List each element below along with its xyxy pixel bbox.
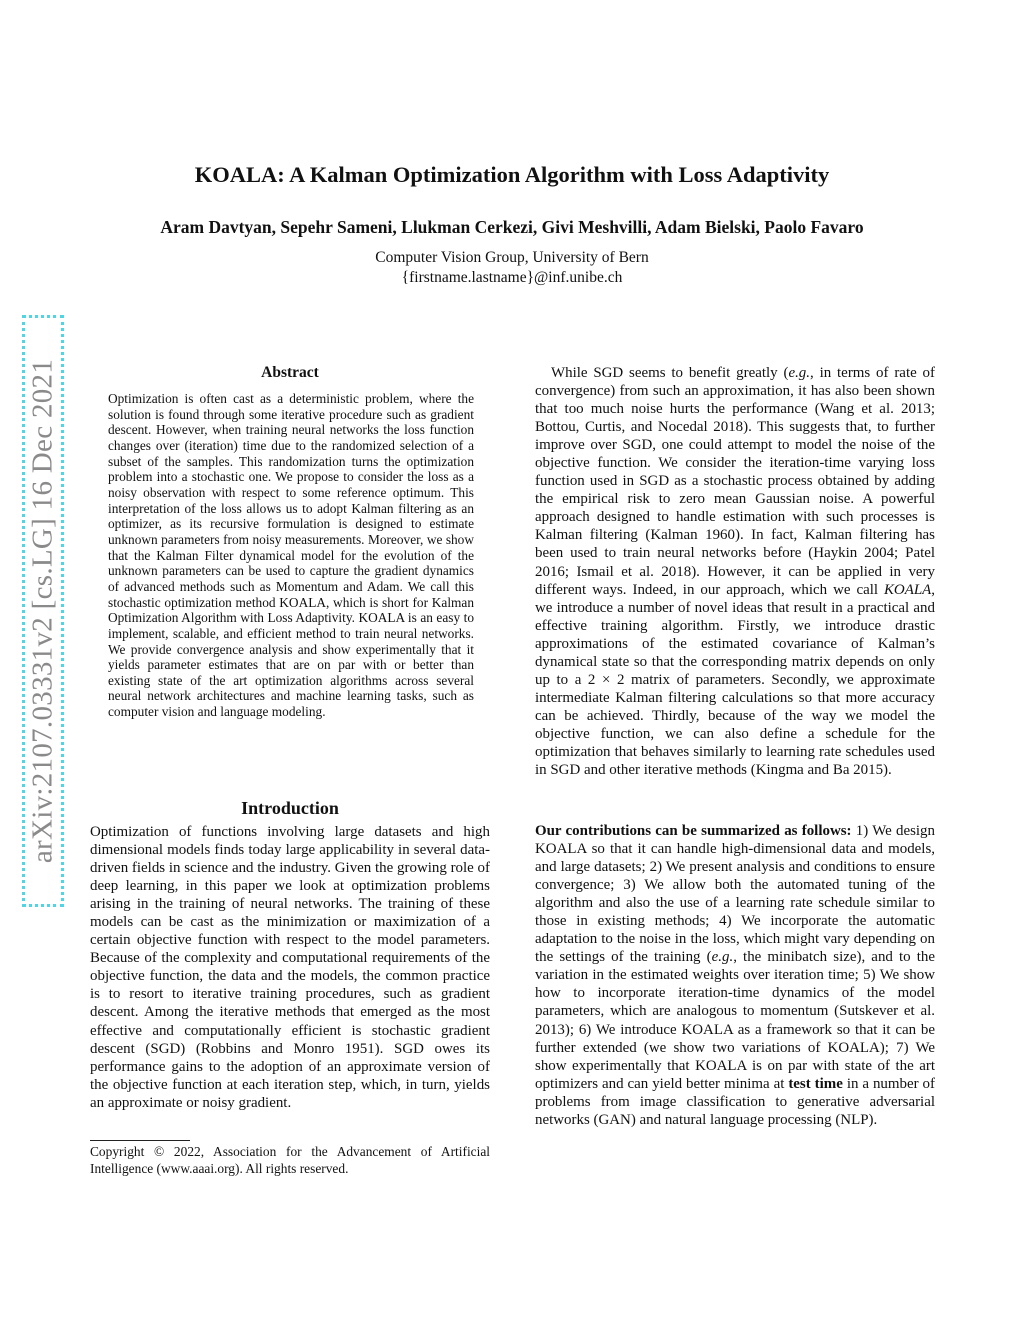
introduction-heading: Introduction — [241, 798, 339, 818]
text-bold: test time — [788, 1075, 843, 1092]
abstract-text: Optimization is often cast as a deterministic problem, where the solution is found through some iterative procedure such as gradient descent. However, when training neural networks the loss function changes over (iteration) time due to the randomized selection of a subset of the samples. This randomization turns the optimization problem into a stochastic one. We propose to consider the loss as a noisy observation with respect to some reference optimum. This interpretation of the loss allows us to adopt Kalman filtering as an optimizer, as its recursive formulation is designed to estimate unknown parameters from noisy measurements. Moreover, we show that the Kalman Filter dynamical model for the evolution of the unknown parameters can be used to capture the gradient dynamics of advanced methods such as Momentum and Adam. We call this stochastic optimization method KOALA, which is short for Kalman Optimization Algorithm with Loss Adaptivity. KOALA is an easy to implement, scalable, and efficient method to train neural networks. We provide convergence analysis and show experimentally that it yields parameter estimates that are on par with or better than existing state of the art optimization algorithms across several neural network architectures and machine learning tasks, such as computer vision and language modeling. — [108, 391, 474, 720]
text-italic: e.g. — [788, 365, 811, 381]
contributions-lead: Our contributions can be summarized as follows: — [535, 823, 852, 839]
introduction-paragraph: Optimization of functions involving large datasets and high dimensional models finds today large applicability in several data-driven fields in science and the industry. Given the growing role of deep learning, in this paper we look at optimization problems arising in the training of neural networks. The training of these models can be cast as the minimization or maximization of a certain objective function with respect to the model parameters. Because of the complexity and computational requirements of the objective function, the data and the models, the common practice is to resort to iterative training procedures, such as gradient descent. Among the iterative methods that emerged as the most effective and computationally efficient is stochastic gradient descent (SGD) (Robbins and Monro 1951). SGD owes its performance gains to the adoption of an approximate version of the objective function at each iteration step, which, in turn, yields an approximate or noisy gradient. — [90, 824, 490, 1111]
affiliation-block — [0, 248, 1024, 288]
affiliation: Computer Vision Group, University of Bern — [375, 249, 649, 266]
paper-title: KOALA: A Kalman Optimization Algorithm with Loss Adaptivity — [194, 162, 830, 187]
text-run: in a number of problems from image classification to generative adversarial networks (GAN) and natural language processing (NLP). — [535, 1075, 935, 1128]
text-run: , we introduce a number of novel ideas that result in a practical and effective training algorithm. Firstly, we introduce drastic approximations of the estimated covariance of Kalman’s dynamical state so that the corresponding matrix depends on only up to a 2 × 2 matrix of parameters. Secondly, we approximate intermediate Kalman filtering calculations so that more accuracy can be achieved. Thirdly, because of the way we model the objective function, we can also define a schedule for the optimization that behaves similarly to learning rate schedules used in SGD and other iterative methods (Kingma and Ba 2015). — [535, 581, 935, 779]
contributions-paragraph — [535, 822, 935, 1129]
text-run: While SGD seems to benefit greatly ( — [551, 365, 789, 381]
author-email: {firstname.lastname}@inf.unibe.ch — [401, 269, 623, 286]
footnote-rule — [90, 1140, 190, 1141]
author-list: Aram Davtyan, Sepehr Sameni, Llukman Cerkezi, Givi Meshvilli, Adam Bielski, Paolo Favaro — [160, 217, 864, 237]
text-italic: KOALA — [883, 581, 932, 598]
abstract-heading: Abstract — [261, 364, 319, 381]
text-run: , the minibatch size), and to the variation in the estimated weights over iteration time; 5) We show how to incorporate iteration-time dynamics of the model parameters, which are analogous to momentum (Sutskever et al. 2013); 6) We introduce KOALA as a framework so that it can be further extended (we show two variations of KOALA); 7) We show experimentally that KOALA is on par with state of the art optimizers and can yield better minima at — [535, 949, 935, 1092]
copyright-footnote: Copyright © 2022, Association for the Advancement of Artificial Intelligence (www.aaai.org). All rights reserved. — [90, 1144, 490, 1176]
text-run: 1) We design KOALA so that it can handle high-dimensional data and models, and large datasets; 2) We present analysis and conditions to ensure convergence; 3) We allow both the automated tuning of the algorithm and also the use of a learning rate schedule similar to those in existing methods; 4) We incorporate the automatic adaptation to the noise in the loss, which might vary depending on the settings of the training ( — [535, 823, 935, 966]
right-column-paragraph-1 — [535, 364, 935, 779]
text-italic: e.g. — [711, 949, 734, 966]
arxiv-stamp — [22, 315, 64, 907]
text-run: , in terms of rate of convergence) from such an approximation, it has also been shown that too much noise hurts the performance (Wang et al. 2013; Bottou, Curtis, and Nocedal 2018). This suggests that, to further improve over SGD, one could attempt to model the noise of the objective function. We consider the iteration-time varying loss function used in SGD as a stochastic process obtained by adding the empirical risk to zero mean Gaussian noise. A powerful approach designed to handle estimation with such processes is Kalman filtering (Kalman 1960). In fact, Kalman filtering has been used to train neural networks before (Haykin 2004; Patel 2016; Ismail et al. 2018). However, it can be applied in very different ways. Indeed, in our approach, which we call — [535, 365, 935, 598]
arxiv-stamp-text: arXiv:2107.03331v2 [cs.LG] 16 Dec 2021 — [26, 358, 59, 864]
